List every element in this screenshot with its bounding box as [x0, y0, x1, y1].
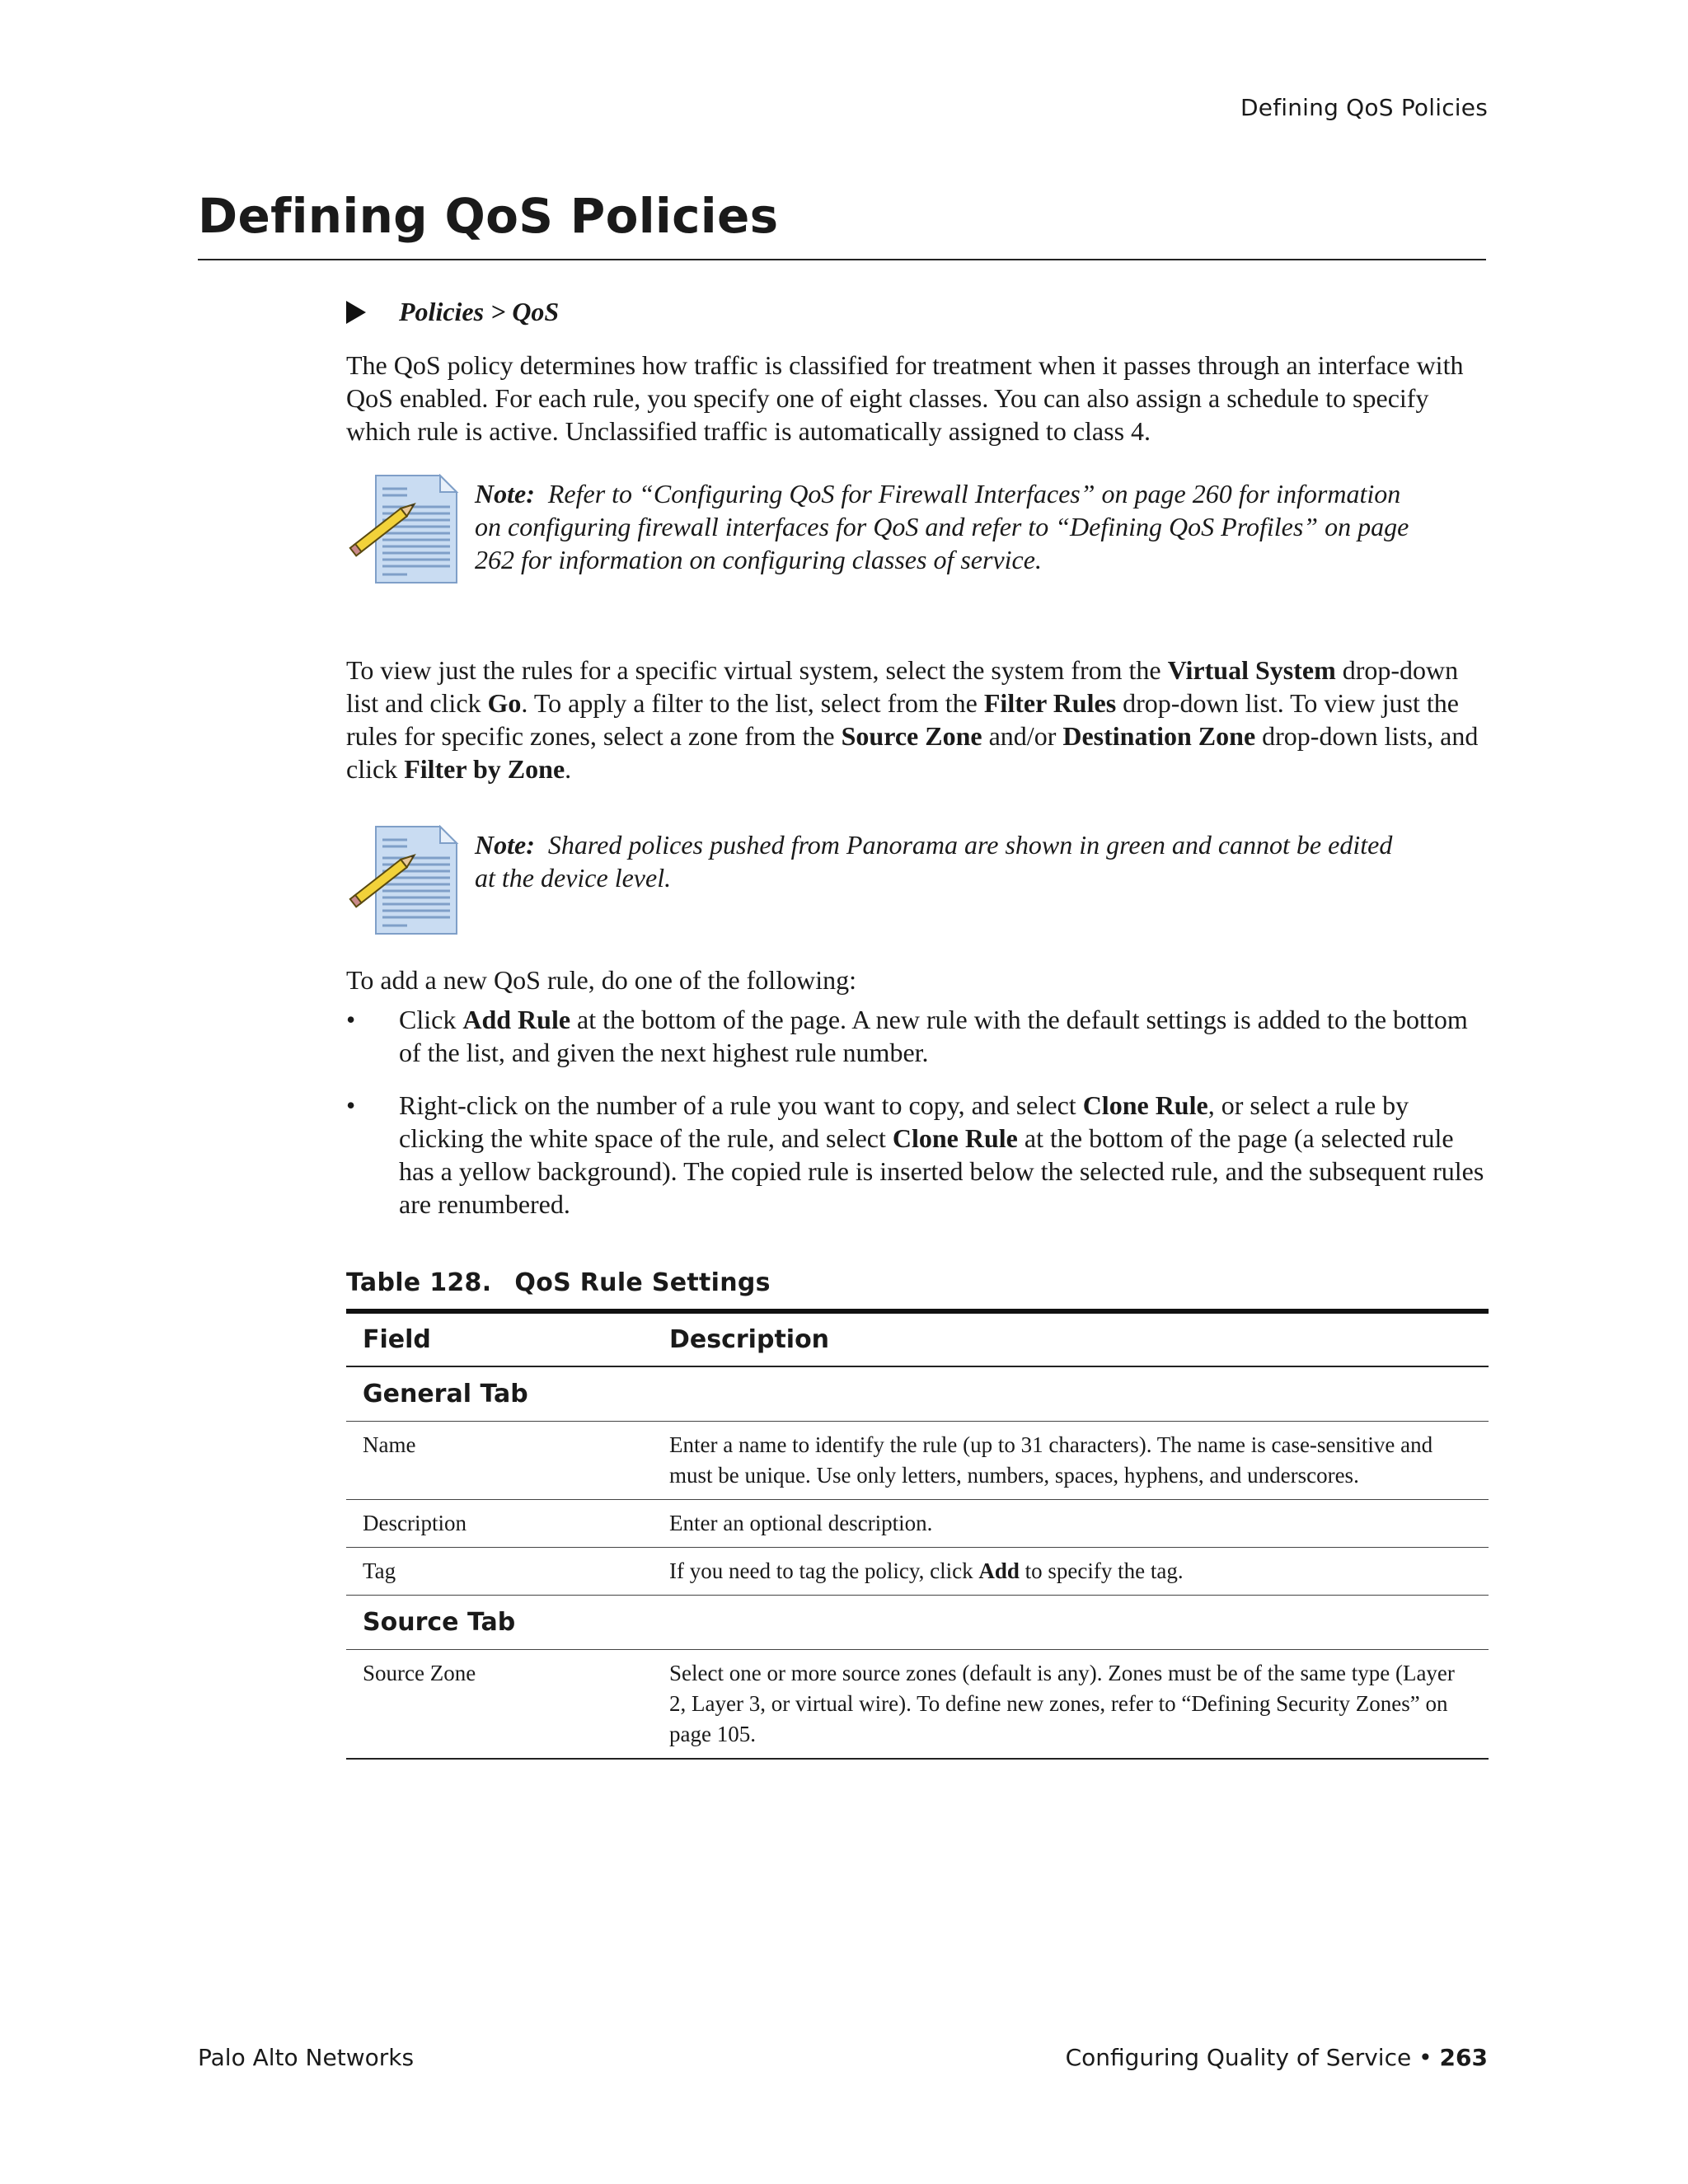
note-pencil-icon	[346, 474, 462, 586]
footer-separator: •	[1411, 2044, 1440, 2071]
table-header-row	[346, 1311, 1489, 1366]
footer-chapter-title: Configuring Quality of Service	[1065, 2044, 1412, 2071]
table-row	[346, 1650, 1489, 1760]
filter-rules-term: Filter Rules	[983, 688, 1117, 718]
description-cell: Select one or more source zones (default is any). Zones must be of the same type (Layer 2, Layer 3, or virtual wire). To define new zones, refer to “Defining Security Zones” on page 105.	[653, 1650, 1489, 1760]
destination-zone-term: Destination Zone	[1062, 721, 1256, 751]
bullet-icon: •	[346, 1090, 356, 1120]
table-caption-title: QoS Rule Settings	[514, 1268, 771, 1297]
field-cell: Source Zone	[346, 1650, 653, 1760]
view-paragraph: To view just the rules for a specific virtual system, select the system from the Virtual System drop-down list and click Go. To apply a filter to the list, select from the Filter Rules drop-down list. To view just the rules for specific zones, select a zone from the Source Zone and/or Destination Zone drop-down lists, and click Filter by Zone.	[346, 655, 1479, 784]
footer-company: Palo Alto Networks	[198, 2044, 415, 2071]
footer-chapter	[1066, 2044, 1488, 2071]
add-intro: To add a new QoS rule, do one of the following:	[346, 965, 856, 995]
description-cell: If you need to tag the policy, click Add to specify the tag.	[653, 1548, 1489, 1596]
triangle-right-icon	[346, 301, 366, 324]
note-1-text	[475, 477, 1414, 576]
note-2-label: Note:	[475, 830, 535, 860]
description-cell: Enter an optional description.	[653, 1500, 1489, 1548]
section-general-tab: General Tab	[346, 1366, 1489, 1422]
nav-path	[346, 297, 1492, 327]
clone-rule-term: Clone Rule	[1082, 1090, 1208, 1120]
nav-path-text: Policies > QoS	[399, 297, 560, 326]
table-section-row	[346, 1596, 1489, 1650]
note-2-text	[475, 828, 1414, 894]
section-source-tab: Source Tab	[346, 1596, 1489, 1650]
go-term: Go	[487, 688, 522, 718]
running-header: Defining QoS Policies	[1240, 94, 1488, 121]
note-pencil-icon	[346, 825, 462, 937]
filter-by-zone-term: Filter by Zone	[404, 754, 565, 784]
note-2-body: Shared polices pushed from Panorama are shown in green and cannot be edited at the device level.	[475, 830, 1393, 893]
bullet-icon: •	[346, 1005, 356, 1034]
intro-paragraph: The QoS policy determines how traffic is classified for treatment when it passes through an interface with QoS enabled. For each rule, you specify one of eight classes. You can also assign a schedule to specify which rule is active. Unclassified traffic is automatically assigned to class 4.	[346, 350, 1464, 446]
table-caption-number: Table 128.	[346, 1268, 492, 1297]
add-term: Add	[978, 1558, 1020, 1583]
table-section-row	[346, 1366, 1489, 1422]
virtual-system-term: Virtual System	[1167, 655, 1336, 685]
title-rule	[198, 259, 1486, 260]
table-caption	[346, 1268, 1492, 1297]
column-header-description: Description	[653, 1311, 1489, 1366]
list-item: • Right-click on the number of a rule you want to copy, and select Clone Rule, or select a rule by clicking the white space of the rule, and select Clone Rule at the bottom of the page (a selected rule has a yellow background). The copied rule is inserted below the selected rule, and the subsequent rules are renumbered.	[346, 1090, 1484, 1219]
list-item: • Click Add Rule at the bottom of the page. A new rule with the default settings is added to the bottom of the list, and given the next highest rule number.	[346, 1005, 1468, 1067]
note-1-label: Note:	[475, 479, 535, 509]
table-row	[346, 1548, 1489, 1596]
add-rule-list	[346, 1003, 1492, 1221]
note-1-body: Refer to “Configuring QoS for Firewall Interfaces” on page 260 for information on configuring firewall interfaces for QoS and refer to “Defining QoS Profiles” on page 262 for information on configuring classes of service.	[475, 479, 1409, 574]
column-header-field: Field	[346, 1311, 653, 1366]
description-cell: Enter a name to identify the rule (up to 31 characters). The name is case-sensitive and must be unique. Use only letters, numbers, spaces, hyphens, and underscores.	[653, 1422, 1489, 1500]
field-cell: Tag	[346, 1548, 653, 1596]
page-title: Defining QoS Policies	[198, 188, 779, 244]
source-zone-term: Source Zone	[841, 721, 982, 751]
table-row	[346, 1500, 1489, 1548]
table-row	[346, 1422, 1489, 1500]
note-2	[346, 828, 1492, 937]
clone-rule-term: Clone Rule	[892, 1123, 1018, 1153]
content	[346, 297, 1492, 1760]
page-number: 263	[1439, 2044, 1488, 2071]
add-rule-term: Add Rule	[462, 1005, 571, 1034]
note-1	[346, 477, 1492, 586]
qos-rule-settings-table	[346, 1309, 1489, 1760]
field-cell: Name	[346, 1422, 653, 1500]
field-cell: Description	[346, 1500, 653, 1548]
